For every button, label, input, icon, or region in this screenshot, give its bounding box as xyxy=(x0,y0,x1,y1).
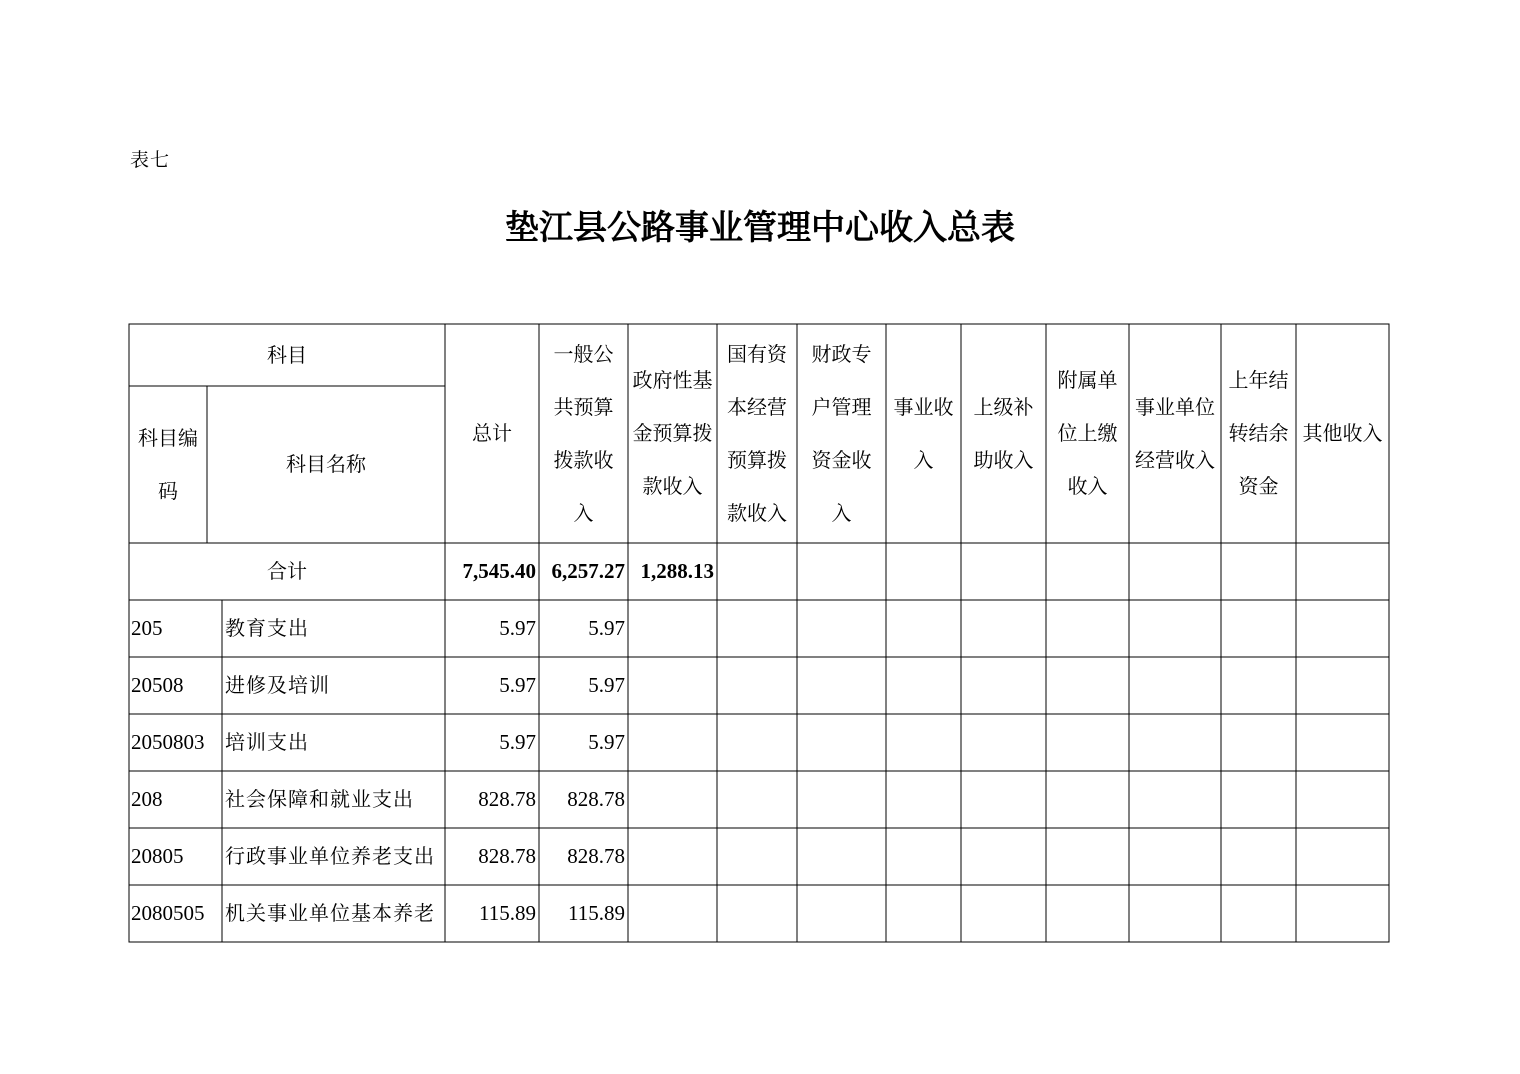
header-state-capital: 国有资本经营预算拨款收入 xyxy=(727,341,787,525)
row-name: 培训支出 xyxy=(225,730,309,754)
header-affiliated-payment: 附属单位上缴收入 xyxy=(1057,368,1118,498)
document-title: 垫江县公路事业管理中心收入总表 xyxy=(505,208,1015,248)
header-other-income: 其他收入 xyxy=(1302,421,1383,445)
row-name: 教育支出 xyxy=(225,616,309,640)
header-business-unit-operation: 事业单位经营收入 xyxy=(1135,394,1215,472)
header-subject-name: 科目名称 xyxy=(286,452,366,476)
row-general-budget: 5.97 xyxy=(588,616,625,640)
row-general-budget: 828.78 xyxy=(567,844,625,868)
row-name: 行政事业单位养老支出 xyxy=(225,844,435,868)
totals-gov-fund: 1,288.13 xyxy=(640,559,714,583)
row-name: 社会保障和就业支出 xyxy=(225,787,414,811)
row-name: 进修及培训 xyxy=(225,673,330,697)
header-fiscal-special: 财政专户管理资金收入 xyxy=(811,341,872,525)
totals-general-budget: 6,257.27 xyxy=(551,559,625,583)
row-code: 2050803 xyxy=(131,730,205,754)
row-total: 5.97 xyxy=(499,616,536,640)
row-total: 828.78 xyxy=(478,787,536,811)
row-code: 20805 xyxy=(131,844,184,868)
header-general-budget: 一般公共预算拨款收入 xyxy=(553,341,614,525)
header-subject-code: 科目编码 xyxy=(138,425,198,503)
totals-total: 7,545.40 xyxy=(462,559,536,583)
row-general-budget: 828.78 xyxy=(567,787,625,811)
row-total: 828.78 xyxy=(478,844,536,868)
row-code: 20508 xyxy=(131,673,184,697)
row-total: 5.97 xyxy=(499,730,536,754)
row-general-budget: 5.97 xyxy=(588,730,625,754)
header-subject: 科目 xyxy=(267,342,307,367)
header-business-income: 事业收入 xyxy=(893,394,954,472)
header-total: 总计 xyxy=(472,421,512,445)
header-superior-subsidy: 上级补助收入 xyxy=(973,394,1034,472)
row-code: 205 xyxy=(131,616,163,640)
row-general-budget: 5.97 xyxy=(588,673,625,697)
row-total: 5.97 xyxy=(499,673,536,697)
totals-label: 合计 xyxy=(267,559,307,583)
table-number-label: 表七 xyxy=(130,149,171,171)
row-general-budget: 115.89 xyxy=(568,901,625,925)
header-gov-fund: 政府性基金预算拨款收入 xyxy=(632,368,713,498)
row-name: 机关事业单位基本养老 xyxy=(225,901,435,925)
header-carryover: 上年结转结余资金 xyxy=(1228,368,1289,498)
row-total: 115.89 xyxy=(479,901,536,925)
row-code: 208 xyxy=(131,787,163,811)
row-code: 2080505 xyxy=(131,901,205,925)
